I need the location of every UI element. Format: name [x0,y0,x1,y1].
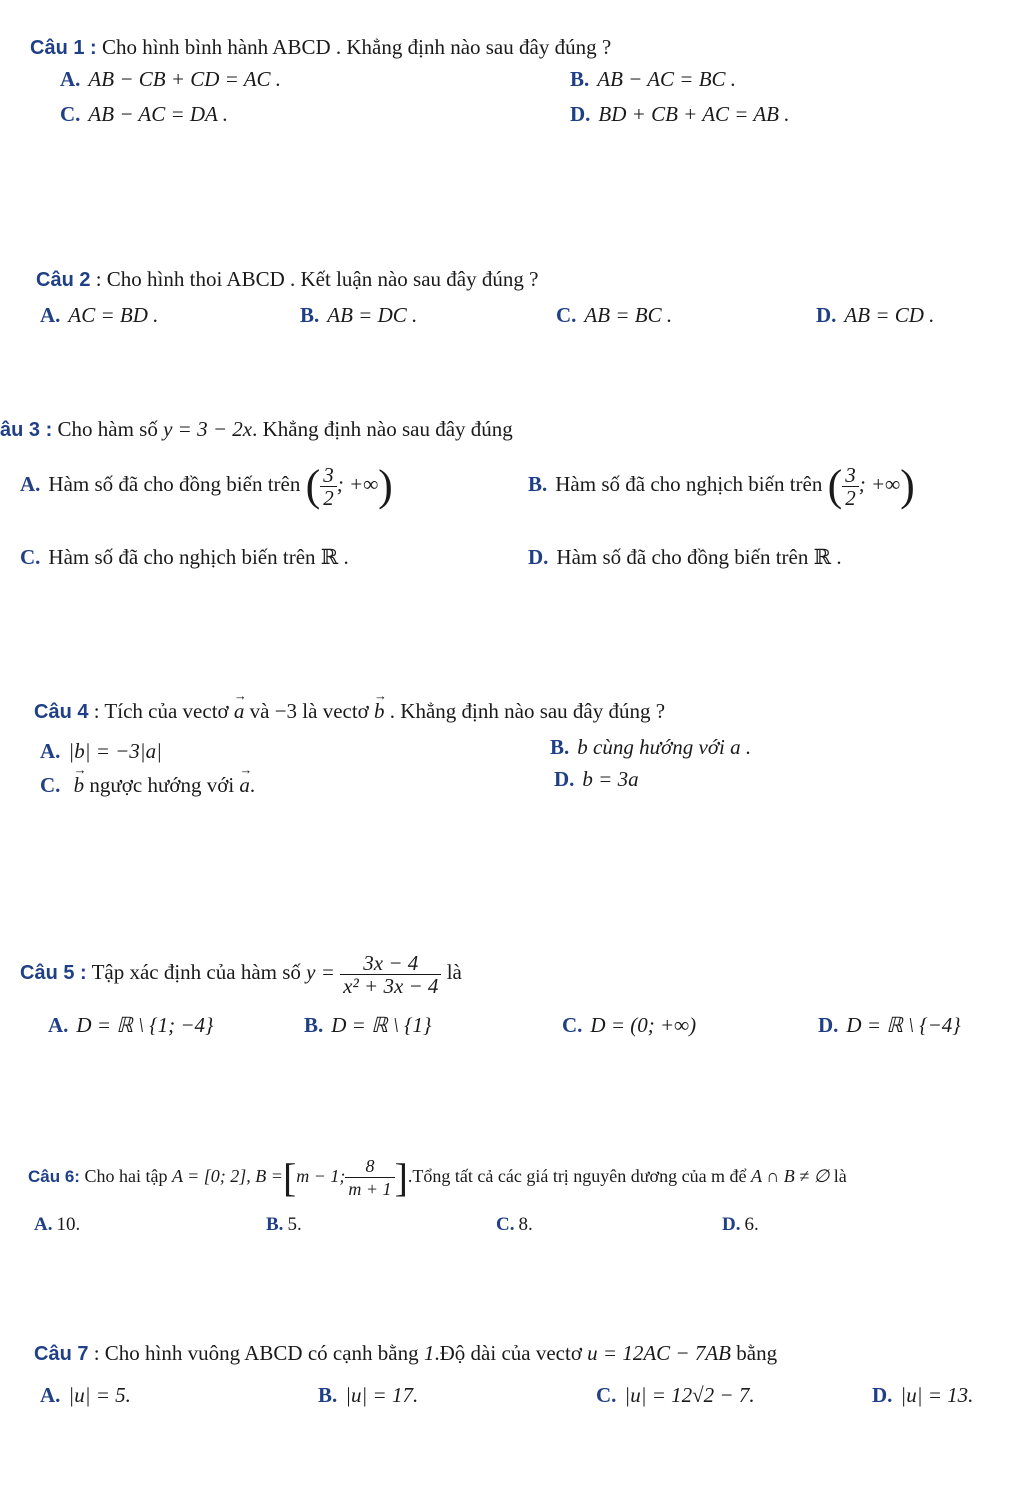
q7-option-c[interactable]: C. |u| = 12√2 − 7. [596,1383,755,1407]
q6-option-a[interactable]: A. 10. [34,1214,81,1235]
q2-text: : Cho hình thoi ABCD . Kết luận nào sau đây đúng ? [95,267,539,291]
q1-text: Cho hình bình hành ABCD . Khẳng định nào sau đây đúng ? [101,35,612,59]
q5-option-b[interactable]: B. D = ℝ \ {1} [304,1013,432,1037]
q3-option-c[interactable]: C. Hàm số đã cho nghịch biến trên ℝ . [20,545,349,569]
q2-label: Câu 2 [36,269,91,291]
q2-option-d[interactable]: D. AB = CD . [816,303,935,327]
q3-option-d[interactable]: D. Hàm số đã cho đồng biến trên ℝ . [528,545,842,569]
q7-option-a[interactable]: A. |u| = 5. [40,1383,131,1407]
vector-a: a → [234,698,245,724]
q4-option-d[interactable]: D. b = 3a [554,767,639,791]
q1-option-c[interactable]: C. AB − AC = DA . [60,102,228,126]
q5-option-d[interactable]: D. D = ℝ \ {−4} [818,1013,961,1037]
q3-stem: âu 3 : Cho hàm số y = 3 − 2x. Khẳng định nào sau đây đúng [0,417,513,441]
q3-function: y = 3 − 2x [163,417,253,441]
q2-option-b[interactable]: B. AB = DC . [300,303,418,327]
q1-stem [30,34,611,61]
q7-vector-u: u = 12AC − 7AB [587,1341,732,1365]
q5-fraction: $\frac{3x - 4}{\text{x² + 3x − 4}}$ [340,952,441,997]
q6-label: Câu 6: [28,1167,80,1186]
q5-option-c[interactable]: C. D = (0; +∞) [562,1013,697,1037]
q5-label: Câu 5 : [20,962,87,984]
q4-label: Câu 4 [34,701,89,723]
q5-stem: Câu 5 : Tập xác định của hàm số y = $\frac{3x - 4}{\text{x² + 3x − 4}}$ là [20,950,462,998]
q1-option-a[interactable]: A. AB − CB + CD = AC . [60,67,282,91]
q4-option-c[interactable]: C. b → ngược hướng với a →. [40,772,255,798]
q4-option-a[interactable]: A. |b| = −3|a| [40,739,162,763]
q4-stem: Câu 4 : Tích của vectơ a → và −3 là vectơ b → . Khẳng định nào sau đây đúng ? [34,698,665,725]
q7-option-b[interactable]: B. |u| = 17. [318,1383,419,1407]
q6-option-c[interactable]: C. 8. [496,1214,533,1235]
q7-option-d[interactable]: D. |u| = 13. [872,1383,974,1407]
q3-option-b[interactable]: B. Hàm số đã cho nghịch biến trên ( $\frac{3}{2}$ ; +∞) [528,461,915,511]
q6-option-b[interactable]: B. 5. [266,1214,302,1235]
q6-stem: Câu 6: Cho hai tập A = [0; 2], B =[m − 1; $\frac{8}{m + 1}$ ].Tổng tất cả các giá trị nguyên dương của m để A ∩ B ≠ ∅ là [28,1154,847,1200]
q3-label: âu 3 : [0,419,53,441]
q6-option-d[interactable]: D. 6. [722,1214,759,1235]
q1-label: Câu 1 : [30,37,97,59]
q7-stem: Câu 7 : Cho hình vuông ABCD có cạnh bằng 1.Độ dài của vectơ u = 12AC − 7AB bằng [34,1341,778,1365]
q2-option-a[interactable]: A. AC = BD . [40,303,159,327]
q2-option-c[interactable]: C. AB = BC . [556,303,673,327]
q1-option-d[interactable]: D. BD + CB + AC = AB . [570,102,790,126]
q5-option-a[interactable]: A. D = ℝ \ {1; −4} [48,1013,214,1037]
q7-label: Câu 7 [34,1343,89,1365]
q3-option-a[interactable]: A. Hàm số đã cho đồng biến trên ( $\frac{3}{2}$ ; +∞) [20,461,393,511]
vector-b: b → [374,698,385,724]
q2-stem [36,266,538,293]
q4-option-b[interactable]: B. b cùng hướng với a . [550,735,752,759]
q1-option-b[interactable]: B. AB − AC = BC . [570,67,737,91]
